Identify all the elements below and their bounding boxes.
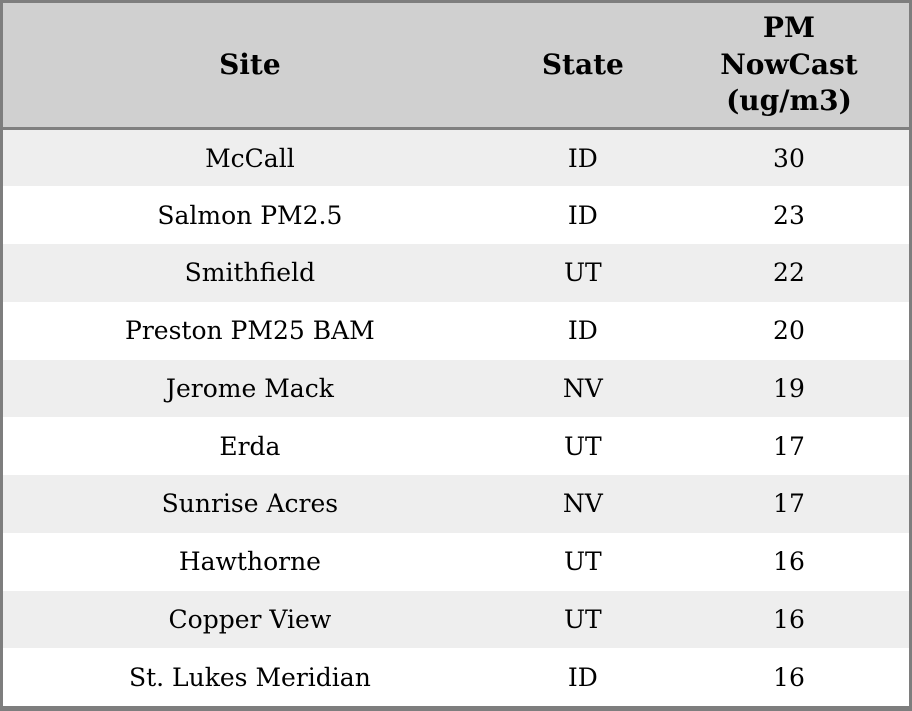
- pm-header-line-2: NowCast: [720, 47, 858, 81]
- table-row: [3, 591, 909, 649]
- pm-value-cell: 16: [773, 547, 805, 577]
- table-row: [3, 129, 909, 187]
- state-cell: ID: [567, 316, 598, 346]
- table-body: [3, 129, 909, 707]
- site-cell: Salmon PM2.5: [157, 200, 343, 230]
- state-cell: ID: [567, 200, 598, 230]
- table-header: [3, 3, 909, 129]
- header-row: [3, 3, 909, 129]
- site-cell: Smithfield: [184, 258, 316, 288]
- pm-value-cell: 20: [773, 316, 805, 346]
- site-cell: Hawthorne: [178, 547, 321, 577]
- state-cell: UT: [563, 258, 602, 288]
- pm-value-cell: 17: [773, 489, 805, 519]
- table-row: [3, 360, 909, 418]
- state-cell: UT: [563, 547, 602, 577]
- col-header-site: Site: [3, 3, 497, 129]
- table-row: [3, 475, 909, 533]
- site-cell: McCall: [205, 143, 295, 173]
- state-cell: UT: [563, 431, 602, 461]
- site-cell: Sunrise Acres: [161, 489, 339, 519]
- col-header-state: State: [497, 3, 669, 129]
- table-row: [3, 648, 909, 706]
- col-header-pm-nowcast: [669, 3, 909, 129]
- pm-nowcast-table: [3, 3, 909, 706]
- state-cell: ID: [567, 143, 598, 173]
- table-row: [3, 533, 909, 591]
- pm-value-cell: 22: [773, 258, 805, 288]
- state-cell: NV: [562, 373, 603, 403]
- state-cell: ID: [567, 662, 598, 692]
- state-cell: NV: [562, 489, 603, 519]
- table-row: [3, 186, 909, 244]
- pm-header-line-3: (ug/m3): [726, 84, 852, 118]
- site-cell: Erda: [219, 431, 281, 461]
- pm-value-cell: 16: [773, 604, 805, 634]
- table-row: [3, 302, 909, 360]
- pm-header-line-1: PM: [762, 10, 815, 44]
- site-cell: St. Lukes Meridian: [128, 662, 371, 692]
- state-cell: UT: [563, 604, 602, 634]
- pm-value-cell: 17: [773, 431, 805, 461]
- table-row: [3, 244, 909, 302]
- pm-value-cell: 30: [773, 143, 805, 173]
- table-row: [3, 417, 909, 475]
- site-cell: Copper View: [168, 604, 332, 634]
- pm-value-cell: 19: [773, 373, 805, 403]
- pm-value-cell: 16: [773, 662, 805, 692]
- site-cell: Preston PM25 BAM: [125, 316, 375, 346]
- site-cell: Jerome Mack: [165, 373, 334, 403]
- pm-value-cell: 23: [773, 200, 805, 230]
